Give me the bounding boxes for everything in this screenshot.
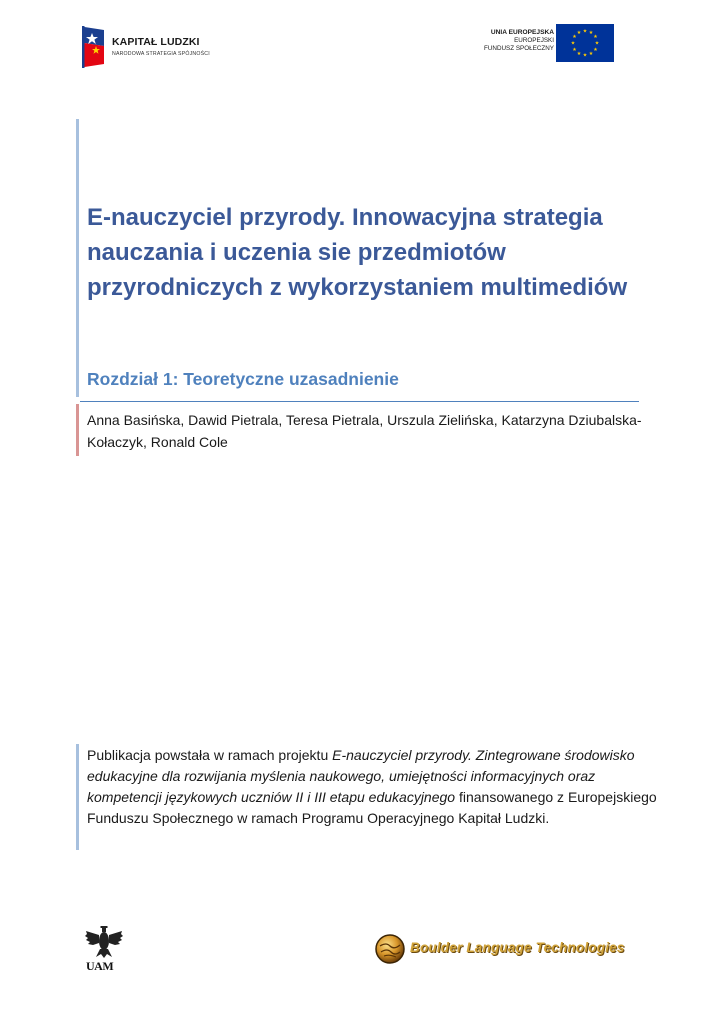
kapital-ludzki-logo	[78, 24, 228, 70]
publication-text-funding: finansowanego z Europejskiego Funduszu Społecznego w ramach Programu Operacyjnego Kapitał Ludzki.	[87, 789, 657, 826]
svg-text:★: ★	[572, 34, 577, 40]
eu-logo-text	[484, 29, 554, 53]
boulder-globe-icon	[374, 933, 406, 965]
authors-list: Anna Basińska, Dawid Pietrala, Teresa Pietrala, Urszula Zielińska, Katarzyna Dziubalska-Kołaczyk, Ronald Cole	[87, 412, 642, 450]
kapital-ludzki-flag-icon	[78, 24, 106, 70]
svg-text:★: ★	[582, 52, 588, 59]
uam-text: UAM	[86, 959, 114, 973]
chapter-heading: Rozdział 1: Teoretyczne uzasadnienie	[87, 369, 399, 389]
eu-flag-icon	[556, 24, 614, 62]
svg-text:★: ★	[576, 51, 582, 57]
eu-line-3: FUNDUSZ SPOŁECZNY	[484, 45, 554, 52]
svg-text:★: ★	[588, 51, 594, 57]
publication-accent-bar	[76, 744, 79, 850]
svg-text:★: ★	[570, 40, 576, 47]
publication-note	[87, 745, 667, 829]
uam-eagle-icon	[84, 925, 124, 959]
svg-text:★: ★	[582, 28, 588, 35]
eu-logo	[456, 22, 616, 64]
svg-text:★: ★	[593, 47, 598, 53]
boulder-language-technologies-logo	[374, 932, 634, 966]
eu-line-2: EUROPEJSKI	[514, 37, 554, 44]
kapital-ludzki-subtitle: NARODOWA STRATEGIA SPÓJNOŚCI	[112, 51, 210, 57]
authors-accent-bar	[76, 404, 79, 456]
boulder-logo-text: Boulder Language Technologies	[410, 940, 625, 955]
document-title: E-nauczyciel przyrody. Innowacyjna strategia nauczania i uczenia sie przedmiotów przyrodniczych z wykorzystaniem multimediów	[87, 204, 628, 301]
publication-project-name: E-nauczyciel przyrody. Zintegrowane środowisko edukacyjne dla rozwijania myślenia naukowego, umiejętności informacyjnych oraz kompetencji językowych uczniów II i III etapu edukacyjnego	[87, 747, 635, 805]
svg-text:★: ★	[593, 34, 598, 40]
eu-line-1: UNIA EUROPEJSKA	[490, 29, 554, 36]
svg-text:★: ★	[576, 30, 582, 36]
svg-text:★: ★	[588, 30, 594, 36]
kapital-ludzki-title: KAPITAŁ LUDZKI	[112, 36, 200, 48]
publication-text-intro: Publikacja powstała w ramach projektu	[87, 747, 333, 763]
chapter-divider	[80, 401, 639, 402]
title-accent-bar	[76, 119, 79, 397]
svg-text:★: ★	[572, 47, 577, 53]
svg-text:★: ★	[594, 40, 600, 47]
uam-logo	[84, 925, 128, 975]
